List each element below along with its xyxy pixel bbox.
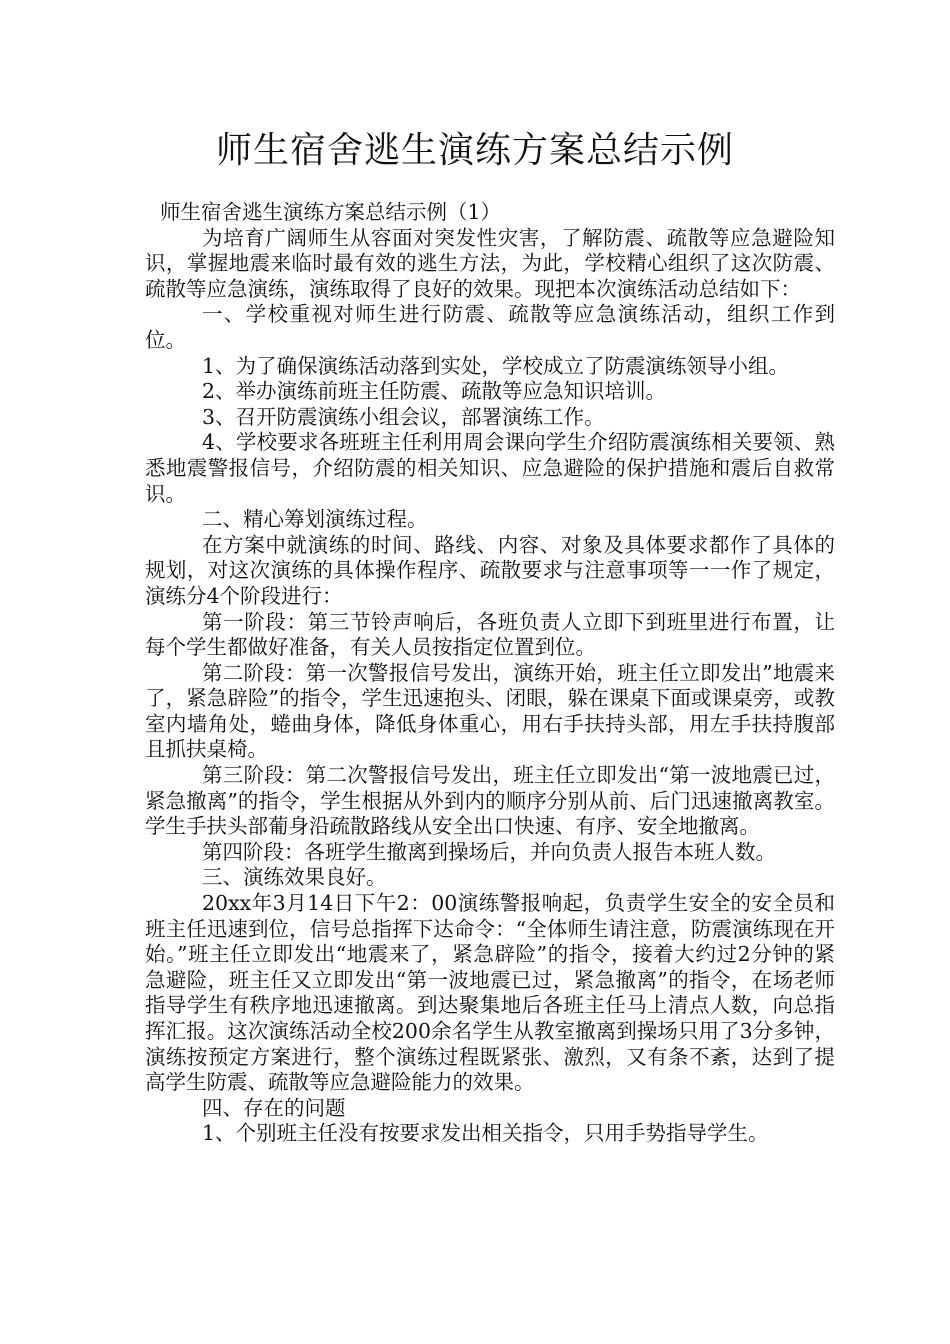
document-title: 师生宿舍逃生演练方案总结示例 (215, 130, 734, 171)
paragraph: 师生宿舍逃生演练方案总结示例（1） (160, 200, 502, 224)
paragraph: 1、个别班主任没有按要求发出相关指令，只用手势指导学生。 (202, 1121, 769, 1146)
paragraph: 二、精心筹划演练过程。 (202, 507, 428, 532)
paragraph: 在方案中就演练的时间、路线、内容、对象及具体要求都作了具体的规划，对这次演练的具体操作程序、疏散要求与注意事项等一一作了规定，演练分4个阶段进行： (145, 532, 835, 608)
document-body (145, 200, 835, 1147)
paragraph: 三、演练效果良好。 (202, 865, 387, 890)
paragraph: 为培育广阔师生从容面对突发性灾害，了解防震、疏散等应急避险知识，掌握地震来临时最有效的逃生方法，为此，学校精心组织了这次防震、疏散等应急演练，演练取得了良好的效果。现把本次演练活动总结如下： (145, 225, 835, 301)
paragraph: 4、学校要求各班班主任利用周会课向学生介绍防震演练相关要领、熟悉地震警报信号，介绍防震的相关知识、应急避险的保护措施和震后自救常识。 (145, 430, 835, 506)
paragraph: 2、举办演练前班主任防震、疏散等应急知识培训。 (202, 379, 667, 404)
paragraph: 第三阶段：第二次警报信号发出，班主任立即发出“第一波地震已过，紧急撤离”的指令，学生根据从外到内的顺序分别从前、后门迅速撤离教室。学生手扶头部葡身沿疏散路线从安全出口快速、有序、安全地撤离。 (145, 763, 835, 839)
paragraph: 1、为了确保演练活动落到实处，学校成立了防震演练领导小组。 (202, 353, 790, 378)
paragraph: 四、存在的问题 (202, 1095, 346, 1120)
paragraph: 第二阶段：第一次警报信号发出，演练开始，班主任立即发出”地震来了，紧急辟险”的指令，学生迅速抱头、闭眼，躲在课桌下面或课桌旁，或教室内墙角处，蜷曲身体，降低身体重心，用右手扶持头部，用左手扶持腹部且抓扶桌椅。 (145, 660, 835, 762)
paragraph: 一、学校重视对师生进行防震、疏散等应急演练活动，组织工作到位。 (145, 302, 835, 352)
paragraph: 第一阶段：第三节铃声响后，各班负责人立即下到班里进行布置，让每个学生都做好准备，有关人员按指定位置到位。 (145, 609, 835, 660)
paragraph: 3、召开防震演练小组会议，部署演练工作。 (202, 404, 605, 429)
paragraph: 20xx年3月14日下午2：00演练警报响起，负责学生安全的安全员和班主任迅速到位，信号总指挥下达命令：“全体师生请注意，防震演练现在开始。”班主任立即发出“地震来了，紧急辟险”的指令，接着大约过2分钟的紧急避险，班主任又立即发出“第一波地震已过，紧急撤离”的指令，在场老师指导学生有秩序地迅速撤离。到达聚集地后各班主任马上清点人数，向总指挥汇报。这次演练活动全校200余名学生从教室撤离到操场只用了3分多钟，演练按预定方案进行，整个演练过程既紧张、激烈，又有条不紊，达到了提高学生防震、疏散等应急避险能力的效果。 (145, 891, 835, 1095)
paragraph: 第四阶段：各班学生撤离到操场后，并向负责人报告本班人数。 (202, 839, 776, 864)
